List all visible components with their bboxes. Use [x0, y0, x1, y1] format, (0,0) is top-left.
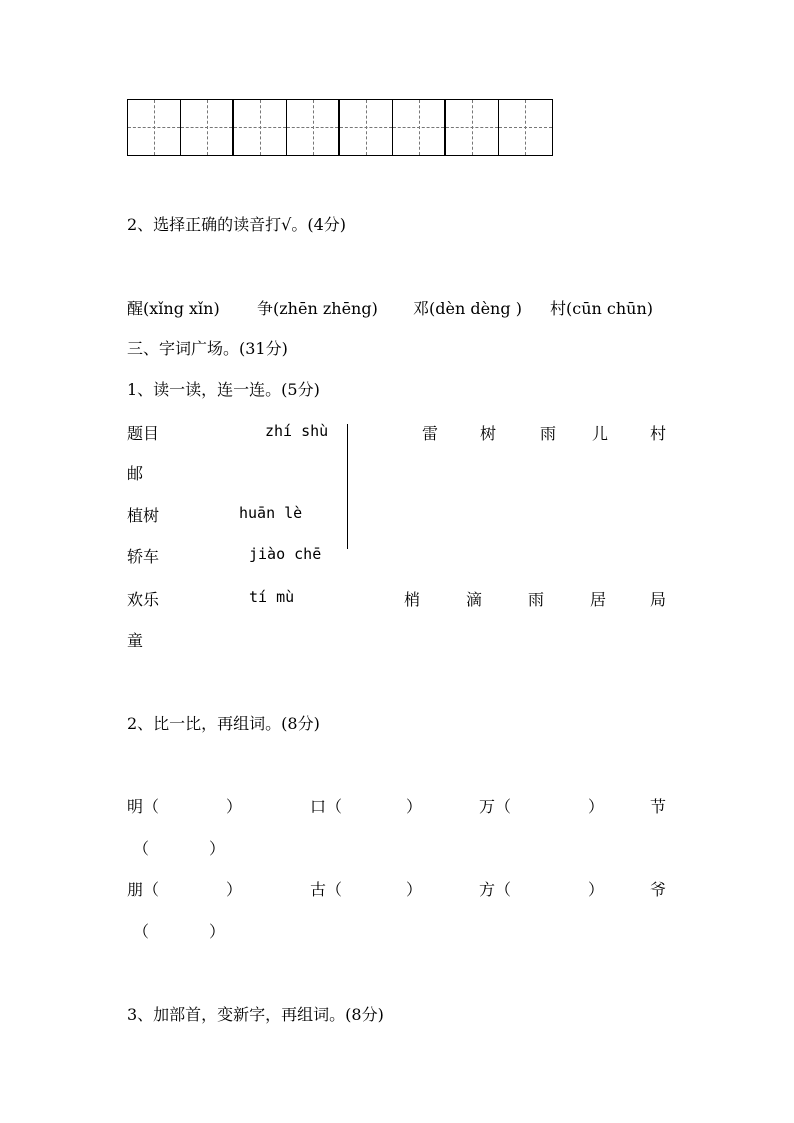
match-pinyin[interactable]: huān lè — [239, 504, 303, 522]
compare-char: 朋（ — [127, 880, 160, 899]
question-title: 2、比一比，再组词。(8分) — [127, 714, 320, 733]
answer-paren[interactable]: ） — [226, 880, 243, 899]
compare-char: 节 — [650, 797, 667, 816]
answer-paren[interactable]: ） — [406, 797, 423, 816]
match-char: 雨 — [540, 424, 557, 443]
answer-paren[interactable]: ） — [406, 880, 423, 899]
match-char: 儿 — [592, 424, 609, 443]
compare-char: 口（ — [310, 797, 343, 816]
match-char: 村 — [650, 424, 667, 443]
grid-cell[interactable] — [287, 100, 340, 155]
answer-paren[interactable]: ） — [588, 797, 605, 816]
compare-char: 爷 — [650, 880, 667, 899]
writing-grid — [127, 99, 553, 156]
grid-cell[interactable] — [393, 100, 446, 155]
grid-cell[interactable] — [181, 100, 234, 155]
answer-paren[interactable]: （ — [133, 922, 150, 941]
compare-char: 古（ — [310, 880, 343, 899]
question-title: 1、读一读，连一连。(5分) — [127, 380, 320, 399]
compare-char: 万（ — [479, 797, 512, 816]
question-title: 2、选择正确的读音打√。(4分) — [127, 215, 347, 234]
section-title: 三、字词广场。(31分) — [127, 339, 288, 358]
match-word[interactable]: 欢乐 — [127, 590, 160, 609]
pronunciation-item[interactable]: 醒(xǐng xǐn) — [127, 299, 220, 318]
question-title: 3、加部首，变新字，再组词。(8分) — [127, 1005, 384, 1024]
match-word[interactable]: 轿车 — [127, 547, 160, 566]
pronunciation-item[interactable]: 争(zhēn zhēng) — [257, 299, 378, 318]
match-char: 雨 — [528, 590, 545, 609]
match-char: 梢 — [404, 590, 421, 609]
pronunciation-item[interactable]: 村(cūn chūn) — [550, 299, 654, 318]
grid-cell[interactable] — [128, 100, 181, 155]
pronunciation-item[interactable]: 邓(dèn dèng ) — [413, 299, 522, 318]
grid-cell[interactable] — [234, 100, 287, 155]
answer-paren[interactable]: ） — [209, 922, 226, 941]
match-pinyin[interactable]: zhí shù — [265, 422, 329, 440]
match-char: 居 — [590, 590, 607, 609]
match-char: 童 — [127, 631, 144, 650]
divider-line — [347, 424, 348, 549]
match-pinyin[interactable]: tí mù — [249, 588, 295, 606]
answer-paren[interactable]: ） — [209, 839, 226, 858]
answer-paren[interactable]: （ — [133, 839, 150, 858]
answer-paren[interactable]: ） — [226, 797, 243, 816]
compare-char: 方（ — [479, 880, 512, 899]
grid-cell[interactable] — [446, 100, 499, 155]
compare-char: 明（ — [127, 797, 160, 816]
match-char: 邮 — [127, 464, 144, 483]
match-char: 雷 — [422, 424, 439, 443]
match-char: 树 — [480, 424, 497, 443]
answer-paren[interactable]: ） — [588, 880, 605, 899]
match-char: 局 — [650, 590, 667, 609]
match-char: 滴 — [466, 590, 483, 609]
match-pinyin[interactable]: jiào chē — [249, 545, 322, 563]
grid-cell[interactable] — [499, 100, 552, 155]
match-word[interactable]: 植树 — [127, 506, 160, 525]
match-word[interactable]: 题目 — [127, 424, 160, 443]
grid-cell[interactable] — [340, 100, 393, 155]
